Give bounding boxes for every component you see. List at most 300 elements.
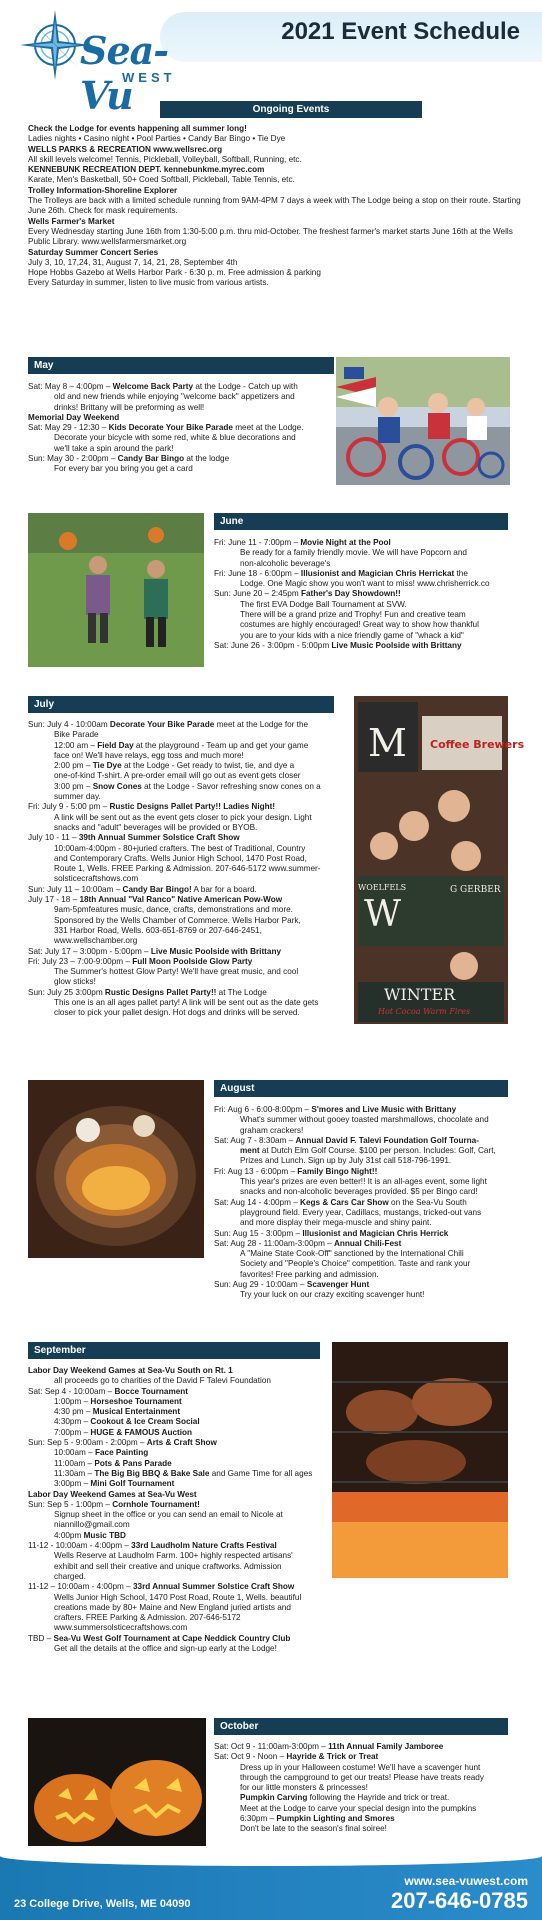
event-name: Welcome Back Party: [112, 382, 194, 391]
july-event-line: [28, 751, 350, 761]
event-text: Sat: Sep 4 - 10:00am –: [28, 1386, 115, 1396]
event-name: Horseshoe Tournament: [90, 1396, 182, 1406]
september-event-line: [28, 1582, 332, 1592]
june-event-line: [214, 610, 532, 620]
event-name: Sea-Vu West Golf Tournament at Cape Neddick Country Club: [53, 1633, 291, 1643]
july-event-line: [28, 730, 350, 740]
event-text: playground field. Every year, Cadillacs, mustangs, tricked-out vans: [240, 1207, 482, 1217]
september-event-line: [28, 1572, 332, 1582]
event-name: Illusionist and Magician Chris Herrickat: [300, 568, 455, 578]
september-event-line: [28, 1397, 332, 1407]
event-name: Snow Cones: [92, 781, 142, 791]
event-text: at The Lodge: [216, 987, 267, 997]
footer-wave: [0, 1846, 542, 1866]
september-event-line: [28, 1644, 332, 1654]
event-name: Labor Day Weekend Games at Sea-Vu South on Rt. 1: [28, 1366, 233, 1375]
sign-winter: WINTER: [384, 985, 456, 1004]
june-event-line: [214, 569, 532, 579]
ongoing-line-text: July 3, 10, 17,24, 31, August 7, 14, 21, 28, September 4th: [28, 257, 238, 267]
october-event-line: [214, 1773, 536, 1783]
event-name: S'mores and Live Music with Brittany: [311, 1105, 457, 1114]
event-name: Annual David F. Talevi Foundation Golf Tourna-: [295, 1135, 479, 1145]
august-event-line: [214, 1208, 536, 1218]
august-events: [214, 1105, 536, 1301]
event-text: Sun: Aug 29 - 10:00am –: [214, 1280, 307, 1290]
event-text: Sun: Sep 5 - 1:00pm –: [28, 1499, 113, 1509]
september-event-line: [28, 1613, 332, 1623]
event-name: Cookout & Ice Cream Social: [90, 1417, 200, 1427]
september-event-line: [28, 1603, 332, 1613]
event-text: There will be a grand prize and Trophy! Fun and creative team: [240, 610, 466, 620]
event-name: Hayride & Trick or Treat: [286, 1752, 379, 1762]
july-event-line: [28, 813, 350, 823]
july-event-line: [28, 885, 350, 895]
ongoing-line-text: Ladies nights • Casino night • Pool Parties • Candy Bar Bingo • Tie Dye: [28, 134, 286, 144]
event-text: Sat: Aug 14 - 4:00pm –: [214, 1197, 301, 1207]
event-text: 10:00am –: [54, 1448, 95, 1458]
ongoing-line: [28, 155, 528, 165]
section-bar-october: [214, 1718, 508, 1735]
event-text: costumes are highly encouraged! Great way to show how thankful: [240, 620, 479, 630]
ongoing-line-heading: Saturday Summer Concert Series: [28, 247, 159, 257]
event-name: Annual Chili-Fest: [334, 1238, 402, 1248]
event-text: 11-12 - 10:00am - 4:00pm –: [28, 1541, 132, 1551]
ongoing-line-heading: Check the Lodge for events happening all summer long!: [28, 124, 247, 133]
event-text: Try your luck on our crazy exciting scavenger hunt!: [240, 1290, 425, 1300]
august-event-line: [214, 1270, 536, 1280]
october-event-line: [214, 1793, 536, 1803]
event-text: 4:30 pm –: [54, 1407, 93, 1417]
may-event-line: [28, 403, 338, 413]
event-name: Memorial Day Weekend: [28, 412, 120, 422]
event-name: Cornhole Tournament!: [112, 1499, 200, 1509]
event-text: Sun: May 30 - 2:00pm –: [28, 454, 118, 464]
event-text: and more display their mega-muscle and shiny paint.: [240, 1218, 432, 1228]
event-name: Face Painting: [94, 1448, 149, 1458]
event-text: A bar for a board.: [191, 884, 257, 894]
event-text: Sat: July 17 – 3:00pm - 5:00pm –: [28, 946, 151, 956]
ongoing-line: [28, 124, 528, 134]
ongoing-line: [28, 165, 528, 175]
september-event-line: [28, 1387, 332, 1397]
may-event-line: [28, 433, 338, 443]
july-event-line: [28, 957, 350, 967]
july-event-line: [28, 926, 350, 936]
event-text: Sponsored by the Wells Chamber of Commerce. Wells Harbor Park,: [54, 915, 301, 925]
event-text: Fri: Aug 6 - 6:00-8:00pm –: [214, 1105, 312, 1114]
event-text: drinks! Brittany will be preforming as well!: [54, 402, 205, 412]
event-name: 33rd Laudholm Nature Crafts Festival: [131, 1541, 277, 1551]
sign-woelfels: WOELFELS: [358, 883, 407, 892]
event-text: www.summersolsticecraftshows.com: [54, 1623, 188, 1633]
event-name: Decorate Your Bike Parade: [109, 720, 215, 729]
june-event-line: [214, 559, 532, 569]
event-text: Sat: Aug 7 - 8:30am –: [214, 1135, 296, 1145]
event-text: Sat: May 29 - 12:30 –: [28, 423, 109, 433]
july-event-line: [28, 916, 350, 926]
event-text: meet at the Lodge.: [232, 423, 304, 433]
event-text: This one is an all ages pallet party! A link will be sent out as the date gets: [54, 998, 319, 1008]
event-text: you are to your kids with a nice friendly game of "whack a kid": [240, 630, 464, 640]
footer-address: 23 College Drive, Wells, ME 04090: [14, 1898, 191, 1910]
event-name: Full Moon Poolside Glow Party: [132, 956, 253, 966]
july-event-line: [28, 761, 350, 771]
event-text: Bike Parade: [54, 730, 99, 740]
august-event-line: [214, 1259, 536, 1269]
july-event-line: [28, 895, 350, 905]
bbq-image: [332, 1342, 508, 1578]
july-event-line: [28, 802, 350, 812]
section-bar-august: [214, 1080, 508, 1097]
event-name: Rustic Designs Pallet Party!!: [104, 987, 217, 997]
september-event-line: [28, 1593, 332, 1603]
event-text: Fri: June 11 - 7:00pm –: [214, 538, 301, 547]
july-event-line: [28, 988, 350, 998]
ongoing-line-heading: KENNEBUNK RECREATION DEPT. kennebunkme.myrec.com: [28, 165, 265, 175]
event-text: 9am-5pmfeatures music, dance, crafts, demonstrations and more.: [54, 905, 293, 915]
event-name: Tie Dye: [92, 761, 122, 771]
september-event-line: [28, 1479, 332, 1489]
september-event-line: [28, 1531, 332, 1541]
event-text: all proceeds go to charities of the David F Talevi Foundation: [54, 1376, 271, 1386]
june-event-line: [214, 620, 532, 630]
event-text: for our little monsters & princesses!: [240, 1783, 368, 1793]
event-text: Be ready for a family friendly movie. We will have Popcorn and: [240, 548, 467, 558]
section-title: May: [34, 360, 54, 371]
ongoing-line: [28, 145, 528, 155]
photo-smores: [28, 1080, 204, 1258]
august-event-line: [214, 1126, 536, 1136]
event-name: Candy Bar Bingo!: [122, 884, 192, 894]
event-text: 1:00pm –: [54, 1396, 91, 1406]
july-event-line: [28, 720, 350, 730]
august-event-line: [214, 1177, 536, 1187]
event-name: Music TBD: [83, 1530, 126, 1540]
ongoing-line: [28, 186, 528, 196]
september-event-line: [28, 1448, 332, 1458]
event-text: 7:00pm –: [54, 1427, 91, 1437]
september-event-line: [28, 1459, 332, 1469]
sign-coffee: Coffee Brewers: [430, 738, 525, 751]
event-text: 6:30pm –: [240, 1814, 277, 1824]
event-text: solsticecraftshows.com: [54, 874, 139, 884]
event-text: at the playground - Team up and get your game: [133, 740, 309, 750]
event-text: creations made by 80+ Maine and New England juried artists and: [54, 1602, 291, 1612]
event-text: Fri: Aug 13 - 6:00pm –: [214, 1166, 298, 1176]
event-text: 3:00pm –: [54, 1479, 91, 1489]
event-text: charged.: [54, 1571, 86, 1581]
section-bar-ongoing: [160, 101, 422, 118]
september-event-line: [28, 1551, 332, 1561]
event-text: exhibit and sell their creative and unique craftworks. Admission: [54, 1561, 282, 1571]
may-events: [28, 382, 338, 475]
event-text: For every bar you bring you get a card: [54, 464, 193, 474]
august-event-line: [214, 1167, 536, 1177]
page-title: 2021 Event Schedule: [281, 18, 520, 45]
event-name: 33rd Annual Summer Solstice Craft Show: [133, 1582, 295, 1592]
event-name: The Big Big BBQ & Bake Sale: [94, 1468, 210, 1478]
august-event-line: [214, 1229, 536, 1239]
sign-hot-cocoa: Hot Cocoa Warm Fires: [378, 1007, 471, 1016]
section-title: September: [34, 1345, 86, 1356]
event-name: Arts & Craft Show: [146, 1438, 217, 1448]
event-name: Movie Night at the Pool: [300, 538, 391, 547]
event-text: old and new friends while enjoying "welcome back" appetizers and: [54, 392, 295, 402]
august-event-line: [214, 1218, 536, 1228]
ongoing-line: [28, 278, 528, 288]
event-name: Labor Day Weekend Games at Sea-Vu West: [28, 1489, 197, 1499]
event-text: Meet at the Lodge to carve your special design into the pumpkins: [240, 1803, 477, 1813]
sign-letter-w: W: [364, 894, 402, 935]
ongoing-line: [28, 258, 528, 268]
event-text: summer day.: [54, 792, 101, 802]
may-event-line: [28, 454, 338, 464]
section-title: October: [220, 1721, 259, 1732]
july-event-line: [28, 874, 350, 884]
photo-dodgeball: [28, 513, 204, 667]
event-text: www.wellschamber.org: [54, 936, 138, 946]
ongoing-line: [28, 268, 528, 278]
event-text: snacks and non-alcoholic beverages provided. $5 per Bingo card!: [240, 1187, 478, 1197]
event-text: Route 1, Wells. FREE Parking & Admission. 207-646-5172 www.summer-: [54, 864, 321, 874]
october-event-line: [214, 1804, 536, 1814]
june-event-line: [214, 631, 532, 641]
may-event-line: [28, 423, 338, 433]
pumpkins-image: [28, 1718, 206, 1848]
event-text: 331 Harbor Road, Wells. 603-651-8769 or 207-646-2451,: [54, 925, 262, 935]
event-text: at the lodge: [184, 454, 230, 464]
october-events: [214, 1742, 536, 1835]
event-text: Sun: July 11 – 10:00am –: [28, 884, 123, 894]
may-event-line: [28, 413, 338, 423]
july-event-line: [28, 771, 350, 781]
photo-pallet-party: [354, 696, 525, 1024]
event-name: Field Day: [97, 740, 134, 750]
june-event-line: [214, 548, 532, 558]
july-event-line: [28, 833, 350, 843]
event-text: face on! We'll have relays, egg toss and much more!: [54, 750, 244, 760]
event-text: niannillo@gmail.com: [54, 1520, 130, 1530]
section-bar-july: [28, 696, 334, 713]
ongoing-line-text: Every Saturday in summer, listen to live music from various artists.: [28, 278, 269, 288]
footer-website-link[interactable]: www.sea-vuwest.com: [404, 1874, 528, 1888]
section-title: June: [220, 516, 244, 527]
event-text: 4:30pm –: [54, 1417, 91, 1427]
ongoing-line: [28, 134, 528, 144]
event-text: 11:30am –: [54, 1468, 95, 1478]
event-text: 12:00 am –: [54, 740, 98, 750]
july-events: [28, 720, 350, 1019]
september-event-line: [28, 1366, 332, 1376]
event-text: Sun: July 4 - 10:00am: [28, 720, 110, 729]
section-title: August: [220, 1083, 255, 1094]
event-name: Illusionist and Magician Chris Herrick: [302, 1228, 449, 1238]
july-event-line: [28, 947, 350, 957]
event-name: 18th Annual "Val Ranco" Native American Pow-Wow: [79, 895, 283, 905]
september-event-line: [28, 1541, 332, 1551]
event-text: A "Maine State Cook-Off" sanctioned by the International Chili: [240, 1249, 464, 1259]
event-text: The first EVA Dodge Ball Tournament at SVW.: [240, 599, 407, 609]
july-event-line: [28, 782, 350, 792]
event-text: 11-12 – 10:00am - 4:00pm –: [28, 1582, 133, 1592]
july-event-line: [28, 844, 350, 854]
event-text: one-of-kind T-shirt. A pre-order email will go out as event gets closer: [54, 771, 301, 781]
september-event-line: [28, 1490, 332, 1500]
photo-bike-parade: [336, 357, 510, 485]
ongoing-line-text: Every Wednesday starting June 16th from 1:30-5:00 p.m. thru mid-October. The freshest farmer's market starts June 16th at the Wells Public Library. www.wellsfarmersmarket.org: [28, 226, 513, 247]
event-name: Rustic Designs Pallet Party!! Ladies Night!: [109, 802, 276, 812]
event-text: Signup sheet in the office or you can send an email to Nicole at: [54, 1510, 283, 1520]
event-text: Decorate your bicycle with some red, white & blue decorations and: [54, 433, 296, 443]
event-text: The Summer's hottest Glow Party! We'll have great music, and cool: [54, 967, 299, 977]
event-text: closer to pick your pallet design. Hot dogs and drinks will be served.: [54, 1008, 300, 1018]
september-event-line: [28, 1623, 332, 1633]
event-name: Musical Entertainment: [92, 1407, 181, 1417]
event-text: Fri: July 9 - 5:00 pm –: [28, 802, 110, 812]
bike-parade-image: [336, 357, 510, 485]
september-event-line: [28, 1417, 332, 1427]
august-event-line: [214, 1198, 536, 1208]
event-text: Sat: Oct 9 - Noon –: [214, 1752, 287, 1762]
ongoing-line: [28, 227, 528, 248]
event-text: Sat: Aug 28 - 11:00am-3:00pm –: [214, 1238, 335, 1248]
may-event-line: [28, 382, 338, 392]
event-text: non-alcoholic beverage's: [240, 558, 331, 568]
logo-subtitle: WEST: [122, 70, 176, 85]
dodgeball-image: [28, 513, 204, 667]
event-text: favorites! Free parking and admission.: [240, 1269, 379, 1279]
event-text: Dress up in your Halloween costume! We'll have a scavenger hunt: [240, 1762, 481, 1772]
ongoing-line-text: Karate, Men's Basketball, 50+ Coed Softball, Pickleball, Table Tennis, etc.: [28, 175, 295, 185]
event-text: July 10 - 11 –: [28, 833, 79, 843]
july-event-line: [28, 1008, 350, 1018]
event-text: at the Lodge - Get ready to twist, tie, and dye a: [121, 761, 295, 771]
event-text: meet at the Lodge for the: [214, 720, 309, 729]
ongoing-line-text: All skill levels welcome! Tennis, Pickleball, Volleyball, Softball, Running, etc.: [28, 154, 302, 164]
pallet-party-image: [354, 696, 525, 1024]
event-text: following the Hayride and trick or treat.: [307, 1793, 450, 1803]
september-event-line: [28, 1520, 332, 1530]
section-bar-june: [214, 513, 508, 530]
event-text: 11:00am –: [54, 1458, 95, 1468]
august-event-line: [214, 1136, 536, 1146]
june-event-line: [214, 538, 532, 548]
event-text: What's summer without gooey toasted marshmallows, chocolate and: [240, 1115, 489, 1125]
event-text: at the Lodge - Savor refreshing snow cones on a: [141, 781, 321, 791]
ongoing-line-text: Hope Hobbs Gazebo at Wells Harbor Park - 6:30 p. m. Free admission & parking: [28, 268, 321, 278]
event-name: Candy Bar Bingo: [117, 454, 185, 464]
section-title: July: [34, 699, 55, 710]
ongoing-line: [28, 248, 528, 258]
logo-text: Sea-Vu: [80, 28, 169, 118]
june-events: [214, 538, 532, 651]
event-text: Sat: June 26 - 3:00pm - 5:00pm: [214, 640, 332, 650]
july-event-line: [28, 854, 350, 864]
event-text: 4:00pm: [54, 1530, 84, 1540]
event-text: Wells Reserve at Laudholm Farm. 100+ highly respected artisans': [54, 1551, 293, 1561]
event-name: HUGE & FAMOUS Auction: [90, 1427, 193, 1437]
september-event-line: [28, 1407, 332, 1417]
september-event-line: [28, 1428, 332, 1438]
august-event-line: [214, 1290, 536, 1300]
event-text: the: [454, 568, 468, 578]
july-event-line: [28, 792, 350, 802]
september-event-line: [28, 1510, 332, 1520]
july-event-line: [28, 998, 350, 1008]
sign-letter-m: M: [368, 721, 407, 765]
ongoing-line-heading: Trolley Information-Shoreline Explorer: [28, 185, 178, 195]
september-events: [28, 1366, 332, 1654]
event-name: Live Music Poolside with Brittany: [331, 640, 462, 650]
footer-phone[interactable]: 207-646-0785: [390, 1888, 528, 1913]
event-text: Wells Junior High School, 1470 Post Road, Route 1, Wells. beautiful: [54, 1592, 302, 1602]
event-text: Sun: July 25 3:00pm: [28, 987, 105, 997]
event-name: 39th Annual Summer Solstice Craft Show: [78, 833, 240, 843]
july-event-line: [28, 936, 350, 946]
event-text: Prizes and Lunch. Sign up by July 31st call 518-796-1991.: [240, 1156, 452, 1166]
september-event-line: [28, 1376, 332, 1386]
october-event-line: [214, 1752, 536, 1762]
may-event-line: [28, 444, 338, 454]
event-name: Kids Decorate Your Bike Parade: [108, 423, 233, 433]
event-text: we'll take a spin around the park!: [54, 443, 174, 453]
event-text: Sun: Aug 15 - 3:00pm –: [214, 1228, 303, 1238]
ongoing-line: [28, 175, 528, 185]
event-text: Fri: June 18 - 6:00pm –: [214, 568, 301, 578]
event-name: Scavenger Hunt: [306, 1280, 370, 1290]
event-text: Sat: May 8 – 4:00pm –: [28, 382, 113, 391]
october-event-line: [214, 1814, 536, 1824]
event-name: Live Music Poolside with Brittany: [150, 946, 282, 956]
july-event-line: [28, 864, 350, 874]
event-text: Sat: Oct 9 - 11:00am-3:00pm –: [214, 1742, 329, 1751]
event-text: through the campground to get our treats! Please have treats ready: [240, 1772, 484, 1782]
event-text: A link will be sent out as the event gets closer to pick your design. Light: [54, 812, 312, 822]
august-event-line: [214, 1156, 536, 1166]
event-text: TBD –: [28, 1633, 54, 1643]
event-name: Father's Day Showdown!!: [300, 589, 401, 599]
event-text: Get all the details at the office and sign-up early at the Lodge!: [54, 1644, 277, 1654]
september-event-line: [28, 1562, 332, 1572]
section-bar-september: [28, 1342, 320, 1359]
june-event-line: [214, 600, 532, 610]
may-event-line: [28, 464, 338, 474]
ongoing-line: [28, 217, 528, 227]
ongoing-line: [28, 196, 528, 217]
july-event-line: [28, 977, 350, 987]
july-event-line: [28, 823, 350, 833]
event-text: This year's prizes are even better!! It is an all-ages event, some light: [240, 1177, 487, 1187]
page-footer: [0, 1856, 542, 1920]
event-name: Pumpkin Lighting and Smores: [276, 1814, 395, 1824]
may-event-line: [28, 392, 338, 402]
event-text: Society and "People's Choice" competition. Taste and rank your: [240, 1259, 471, 1269]
event-text: 3:00 pm –: [54, 781, 93, 791]
event-name: Pumpkin Carving: [240, 1793, 308, 1803]
logo: [18, 8, 188, 118]
event-text: Sun: June 20 – 2:45pm: [214, 589, 301, 599]
sign-gerber: G GERBER: [450, 885, 501, 895]
ongoing-line-heading: Wells Farmer's Market: [28, 216, 115, 226]
august-event-line: [214, 1115, 536, 1125]
event-text: Lodge. One Magic show you won't want to miss! www.chrisherrick.co: [240, 579, 490, 589]
september-event-line: [28, 1500, 332, 1510]
event-text: snacks and "adult" beverages will be provided or BYOB.: [54, 822, 258, 832]
june-event-line: [214, 589, 532, 599]
august-event-line: [214, 1105, 536, 1115]
event-text: graham crackers!: [240, 1125, 304, 1135]
section-bar-may: [28, 357, 334, 374]
